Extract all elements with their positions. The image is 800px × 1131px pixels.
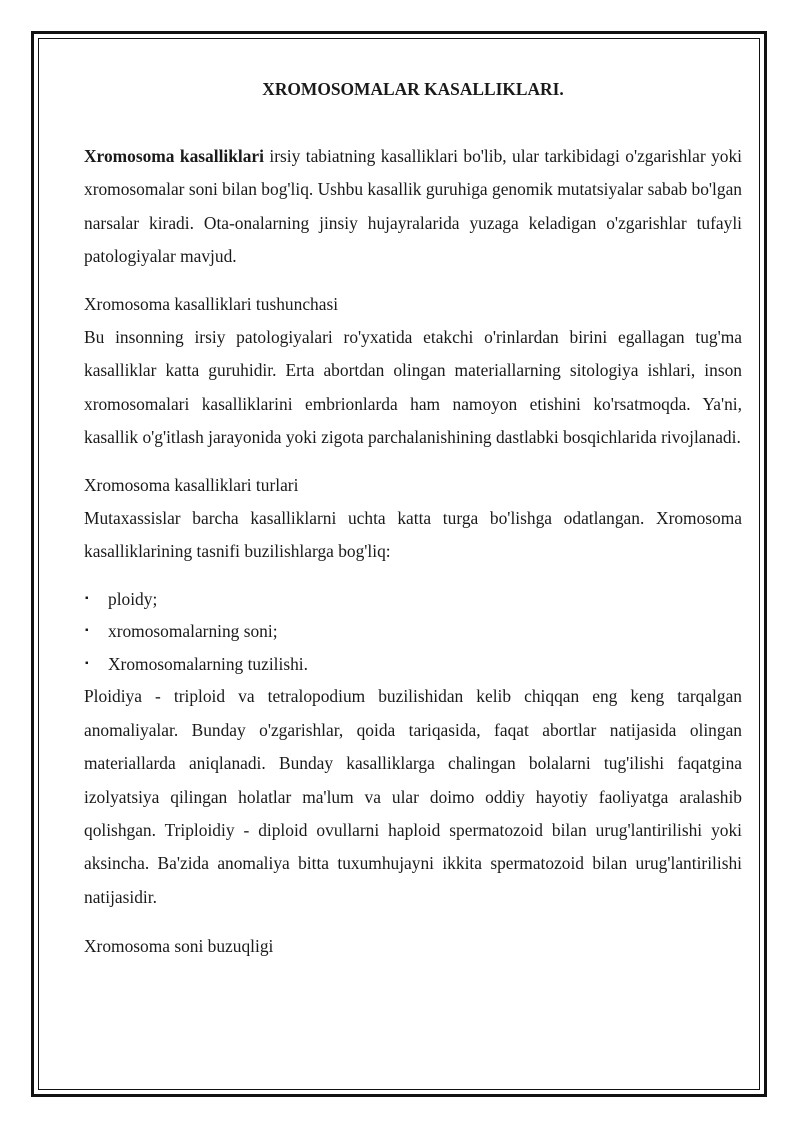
section-heading-count-disorder: Xromosoma soni buzuqligi	[84, 936, 274, 957]
list-item-text: xromosomalarning soni;	[108, 621, 278, 642]
section-paragraph-concept: Bu insonning irsiy patologiyalari ro'yxatida etakchi o'rinlardan birini egallagan tug'ma kasalliklar katta guruhidir. Erta abortdan olingan materiallarning sitologiya ishlari, inson xromosomalari kasalliklarini embrionlarda ham namoyon etishini ko'rsatmoqda. Ya'ni, kasallik o'g'itlash jarayonida yoki zigota parchalanishining dastlabki bosqichlarida rivojlanadi.	[84, 327, 742, 448]
ploidy-paragraph: Ploidiya - triploid va tetralopodium buzilishidan kelib chiqqan eng keng tarqalgan anomaliyalar. Bunday o'zgarishlar, qoida tariqasida, faqat abortlar natijasida olingan materiallarda aniqlanadi. Bunday kasalliklarga chalingan bolalarni tug'ilishi faqatgina izolyatsiya qilingan holatlar ma'lum va ular doimo oddiy hayotiy faoliyatga aralashib qolishgan. Triploidiy - diploid ovullarni haploid spermatozoid bilan urug'lantirilishi yoki aksincha. Ba'zida anomaliya bitta tuxumhujayni ikkita spermatozoid bilan urug'lantirilishi natijasidir.	[84, 686, 742, 907]
list-item-text: ploidy;	[108, 588, 158, 609]
section-paragraph-types: Mutaxassislar barcha kasalliklarni uchta katta turga bo'lishga odatlangan. Xromosoma kasalliklarining tasnifi buzilishlarga bog'liq:	[84, 508, 742, 562]
document-title: XROMOSOMALAR KASALLIKLARI.	[262, 79, 564, 99]
intro-paragraph	[84, 140, 742, 274]
section-heading-concept: Xromosoma kasalliklari tushunchasi	[84, 293, 339, 314]
intro-text: irsiy tabiatning kasalliklari bo'lib, ular tarkibidagi o'zgarishlar yoki xromosomalar soni bilan bog'liq. Ushbu kasallik guruhiga genomik mutatsiyalar sabab bo'lgan narsalar kiradi. Ota-onalarning jinsiy hujayralarida yuzaga keladigan o'zgarishlar tufayli patologiyalar mavjud.	[84, 146, 742, 267]
section-heading-types: Xromosoma kasalliklari turlari	[84, 474, 299, 495]
list-item	[84, 583, 742, 616]
types-bullet-list	[84, 583, 742, 681]
square-bullet-icon: ▪	[85, 625, 89, 637]
list-item-text: Xromosomalarning tuzilishi.	[108, 653, 308, 674]
list-item	[84, 615, 742, 648]
square-bullet-icon: ▪	[85, 657, 89, 669]
square-bullet-icon: ▪	[85, 592, 89, 604]
document-body	[84, 72, 742, 964]
list-item	[84, 648, 742, 681]
intro-term: Xromosoma kasalliklari	[84, 146, 264, 166]
